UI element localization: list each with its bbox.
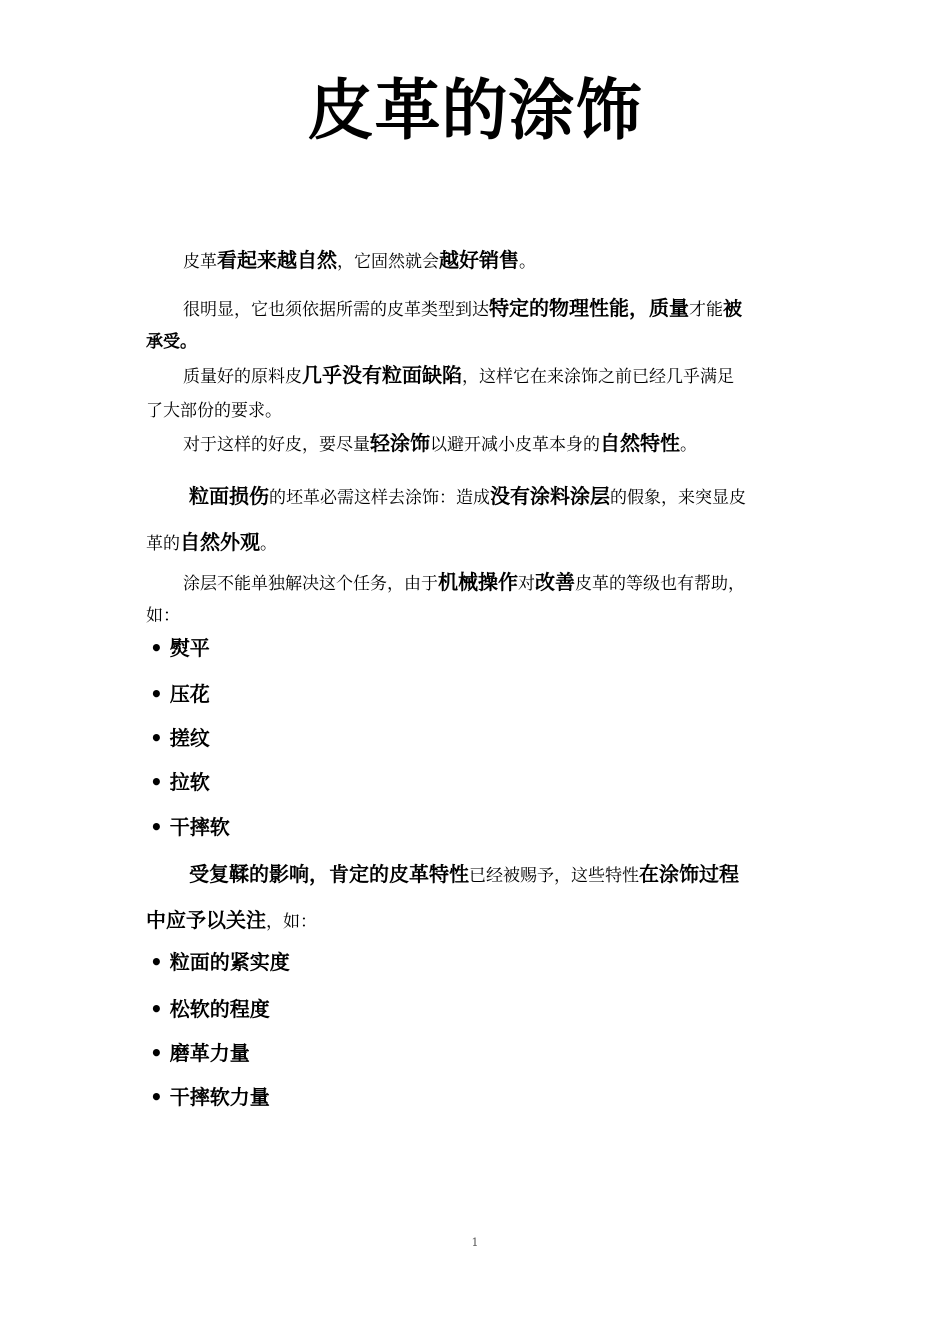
- list-item: • 干摔软: [150, 815, 230, 839]
- emphasis: 粒面损伤: [189, 484, 269, 508]
- paragraph-3: 质量好的原料皮几乎没有粒面缺陷，这样它在来涂饰之前已经几乎满足 了大部份的要求。: [146, 363, 734, 421]
- paragraph-7: 受复鞣的影响，肯定的皮革特性已经被赐予，这些特性在涂饰过程 中应予以关注，如：: [146, 862, 739, 932]
- emphasis: 没有涂料涂层: [490, 484, 610, 508]
- emphasis: 自然特性: [600, 431, 680, 455]
- page-title: 皮革的涂饰: [307, 72, 643, 149]
- emphasis: 特定的物理性能: [489, 296, 629, 320]
- list-item: • 拉软: [150, 770, 210, 794]
- list-item: • 搓纹: [150, 726, 210, 750]
- list-item: • 熨平: [150, 636, 210, 660]
- emphasis: 机械操作: [438, 570, 518, 594]
- list-item: • 干摔软力量: [150, 1085, 270, 1109]
- paragraph-5: 粒面损伤的坯革必需这样去涂饰：造成没有涂料涂层的假象，来突显皮 革的自然外观。: [146, 484, 746, 554]
- paragraph-6: 涂层不能单独解决这个任务，由于机械操作对改善皮革的等级也有帮助， 如：: [146, 570, 745, 626]
- emphasis: 肯定的皮革特性: [329, 862, 469, 886]
- paragraph-2: 很明显，它也须依据所需的皮革类型到达特定的物理性能，质量才能被 承受。: [146, 296, 743, 352]
- emphasis: 被: [723, 298, 743, 320]
- emphasis: 越好销售: [439, 248, 519, 272]
- emphasis: 中应予以关注: [146, 908, 266, 932]
- list-item: • 压花: [150, 682, 210, 706]
- paragraph-4: 对于这样的好皮，要尽量轻涂饰以避开减小皮革本身的自然特性。: [183, 431, 697, 455]
- emphasis: 几乎没有粒面缺陷: [302, 363, 462, 387]
- emphasis: 轻涂饰: [370, 431, 430, 455]
- emphasis: 看起来越自然: [217, 248, 337, 272]
- emphasis: 质量: [649, 296, 689, 320]
- paragraph-1: 皮革看起来越自然，它固然就会越好销售。: [183, 248, 536, 272]
- list-item: • 粒面的紧实度: [150, 950, 290, 974]
- emphasis: 改善: [535, 570, 575, 594]
- emphasis: 受复鞣的影响: [189, 862, 309, 886]
- page-number: 1: [471, 1236, 479, 1249]
- emphasis: 自然外观: [180, 530, 260, 554]
- emphasis: 在涂饰过程: [639, 862, 739, 886]
- list-item: • 松软的程度: [150, 997, 270, 1021]
- emphasis: 承受。: [146, 332, 197, 352]
- list-item: • 磨革力量: [150, 1041, 250, 1065]
